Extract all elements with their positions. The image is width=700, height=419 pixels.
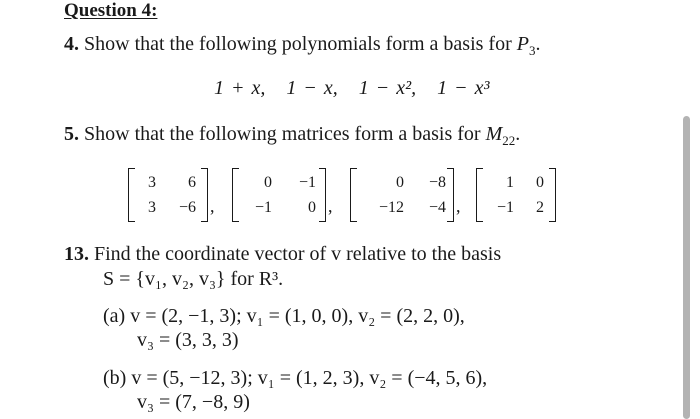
bracket-right bbox=[549, 168, 556, 222]
question-heading: Question 4: bbox=[64, 0, 158, 21]
matrix-4-a22: 2 bbox=[536, 199, 544, 216]
matrix-separator: , bbox=[210, 196, 215, 216]
bracket-right bbox=[447, 168, 454, 222]
poly-2: 1 − x, bbox=[286, 77, 338, 99]
q4-space-sub: 3 bbox=[528, 43, 536, 58]
matrix-separator: , bbox=[328, 196, 333, 216]
q13-line1: Find the coordinate vector of v relative to the basis bbox=[94, 243, 502, 265]
poly-1: 1 + x, bbox=[214, 77, 266, 99]
vertical-scrollbar[interactable] bbox=[683, 116, 690, 419]
matrix-4-a12: 0 bbox=[536, 174, 544, 191]
q5-space: M bbox=[485, 123, 503, 145]
matrix-3 bbox=[350, 168, 454, 222]
matrix-3-a11: 0 bbox=[396, 174, 404, 191]
q5-statement bbox=[64, 123, 520, 149]
matrix-2-a11: 0 bbox=[264, 174, 272, 191]
bracket-right bbox=[201, 168, 208, 222]
q4-period: . bbox=[535, 33, 541, 55]
q13-number: 13. bbox=[64, 243, 89, 265]
q5-text: Show that the following matrices form a basis for bbox=[84, 123, 481, 145]
matrix-1-a22: −6 bbox=[178, 199, 196, 216]
q4-polynomial-list bbox=[214, 77, 490, 100]
poly-4: 1 − x³ bbox=[437, 77, 490, 99]
q13-part-a-line1: (a) v = (2, −1, 3); v₁ = (1, 0, 0), v₂ = (2, 2, 0), bbox=[103, 305, 465, 327]
matrix-1-a12: 6 bbox=[188, 174, 196, 191]
bracket-left bbox=[350, 168, 357, 222]
matrix-1 bbox=[128, 168, 208, 222]
q13-part-b-line1: (b) v = (5, −12, 3); v₁ = (1, 2, 3), v₂ = (−4, 5, 6), bbox=[103, 367, 488, 389]
q4-text: Show that the following polynomials form a basis for bbox=[84, 33, 512, 55]
matrix-3-a12: −8 bbox=[428, 174, 446, 191]
matrix-2-a21: −1 bbox=[254, 199, 272, 216]
matrix-3-a22: −4 bbox=[428, 199, 446, 216]
poly-3: 1 − x², bbox=[358, 77, 424, 99]
q4-statement bbox=[64, 33, 540, 59]
bracket-right bbox=[319, 168, 326, 222]
bracket-left bbox=[232, 168, 239, 222]
bracket-left bbox=[476, 168, 483, 222]
matrix-separator: , bbox=[456, 196, 461, 216]
matrix-4-a21: −1 bbox=[496, 199, 514, 216]
matrix-2-a12: −1 bbox=[298, 174, 316, 191]
matrix-2 bbox=[232, 168, 326, 222]
matrix-2-a22: 0 bbox=[308, 199, 316, 216]
q4-number: 4. bbox=[64, 33, 79, 55]
q13-part-a-line2: v₃ = (3, 3, 3) bbox=[137, 329, 239, 351]
q5-number: 5. bbox=[64, 123, 79, 145]
matrix-1-a21: 3 bbox=[148, 199, 156, 216]
matrix-4 bbox=[476, 168, 556, 222]
q4-space: P bbox=[516, 33, 529, 55]
q13-statement bbox=[64, 243, 501, 266]
q5-period: . bbox=[515, 123, 521, 145]
q13-basis-line: S = {v₁, v₂, v₃} for R³. bbox=[103, 268, 284, 290]
q5-space-sub: 22 bbox=[502, 133, 516, 148]
q13-part-b-line2: v₃ = (7, −8, 9) bbox=[137, 391, 250, 413]
matrix-3-a21: −12 bbox=[378, 199, 404, 216]
matrix-4-a11: 1 bbox=[506, 174, 514, 191]
matrix-1-a11: 3 bbox=[148, 174, 156, 191]
